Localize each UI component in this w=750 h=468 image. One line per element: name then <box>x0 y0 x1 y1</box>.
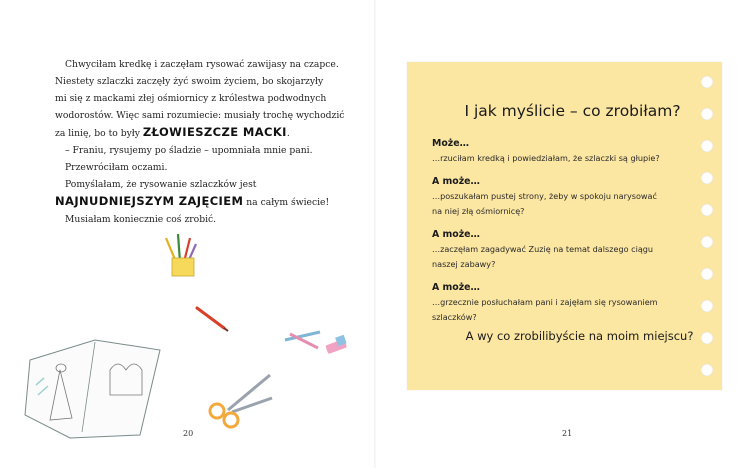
punch-hole <box>701 140 713 152</box>
choice-option <box>432 174 702 219</box>
punch-holes <box>701 76 715 396</box>
choice-text: …grzecznie posłuchałam pani i zajęłam się rysowaniem <box>432 297 658 307</box>
story-line: wodorostów. Więc sami rozumiecie: musiały trochę wychodzić <box>55 110 345 121</box>
page-number: 20 <box>183 429 194 438</box>
story-line: Przewróciłam oczami. <box>65 162 168 173</box>
punch-hole <box>701 300 713 312</box>
story-line: mi się z mackami złej ośmiornicy z królestwa podwodnych <box>55 93 327 104</box>
story-line: – Franiu, rysujemy po śladzie – upomniała mnie pani. <box>65 145 313 156</box>
punch-hole <box>701 364 713 376</box>
question-title: I jak myślicie – co zrobiłam? <box>464 102 681 120</box>
choice-label: Może… <box>432 138 469 149</box>
story-fragment: na całym świecie! <box>246 197 330 208</box>
choice-text: …rzuciłam kredką i powiedziałam, że szlaczki są głupie? <box>432 153 660 163</box>
punch-hole <box>701 172 713 184</box>
story-line: Chwyciłam kredkę i zaczęłam rysować zawijasy na czapce. <box>65 59 339 70</box>
choice-text: na niej złą ośmiornicę? <box>432 206 525 216</box>
story-line: Musiałam koniecznie coś zrobić. <box>65 214 217 225</box>
choice-option <box>432 280 702 325</box>
choice-text: …zaczęłam zagadywać Zuzię na temat dalszego ciągu <box>432 244 654 254</box>
notebook-paper <box>407 62 722 390</box>
story-fragment: za linię, bo to były <box>55 128 140 139</box>
crayon-cup-icon <box>166 234 196 276</box>
choice-label: A może… <box>432 282 480 293</box>
story-text <box>55 56 345 228</box>
pencils-icon <box>285 332 320 348</box>
story-line <box>55 124 345 142</box>
choice-label: A może… <box>432 176 480 187</box>
choice-option <box>432 136 702 166</box>
page-number: 21 <box>562 429 573 438</box>
punch-hole <box>701 204 713 216</box>
choice-label: A może… <box>432 229 480 240</box>
choice-text: szlaczków? <box>432 312 477 322</box>
story-line: Niestety szlaczki zaczęły żyć swoim życiem, bo skojarzyły <box>55 76 324 87</box>
punch-hole <box>701 268 713 280</box>
punch-hole <box>701 76 713 88</box>
punctuation: . <box>286 128 290 139</box>
right-page <box>375 0 750 468</box>
crayon-icon <box>197 308 228 331</box>
choice-list <box>432 136 702 333</box>
emphasis-sinister-tentacles: ZŁOWIESZCZE MACKI <box>142 125 287 139</box>
story-line <box>55 193 345 211</box>
choice-option <box>432 227 702 272</box>
story-line: Pomyślałam, że rysowanie szlaczków jest <box>65 179 257 190</box>
choice-text: naszej zabawy? <box>432 259 496 269</box>
school-supplies-illustration <box>0 220 375 440</box>
closing-question: A wy co zrobilibyście na moim miejscu? <box>465 329 694 343</box>
eraser-icon <box>325 335 347 354</box>
punch-hole <box>701 236 713 248</box>
choice-text: …poszukałam pustej strony, żeby w spokoju narysować <box>432 191 657 201</box>
coloring-book-icon <box>25 340 160 438</box>
scissors-icon <box>210 375 272 427</box>
emphasis-most-boring: NAJNUDNIEJSZYM ZAJĘCIEM <box>55 194 244 208</box>
